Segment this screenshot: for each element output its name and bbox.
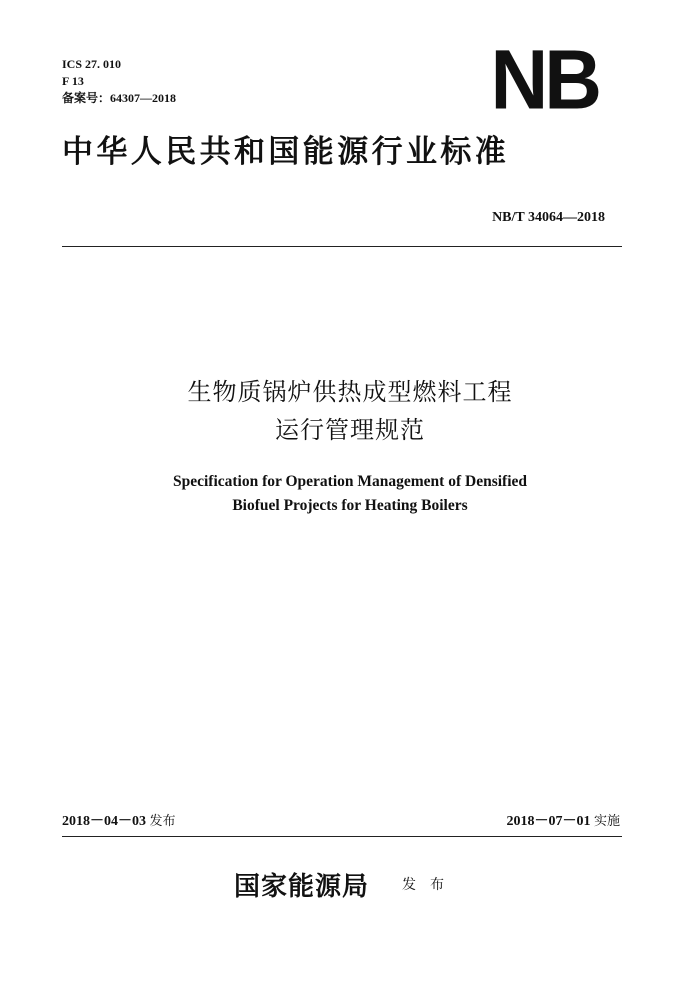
english-title-line-1: Specification for Operation Management of Densified (172, 473, 528, 490)
ccs-code: F 13 (62, 74, 84, 88)
chinese-title-line-2: 运行管理规范 (275, 416, 425, 444)
issue-label: 发布 (149, 814, 176, 829)
chinese-title-line-1: 生物质锅炉供热成型燃料工程 (187, 378, 513, 406)
classification-block (62, 56, 176, 107)
implement-date-block (506, 810, 620, 830)
national-standard-title: 中华人民共和国能源行业标准 (62, 134, 510, 170)
standard-number: NB/T 34064—2018 (492, 210, 605, 225)
footer-divider (62, 836, 622, 837)
issuer-issue-label: 发布 (402, 877, 458, 893)
header-divider (62, 246, 622, 247)
nb-logo: NB (490, 32, 598, 127)
record-number: 备案号：64307—2018 (62, 91, 177, 105)
issue-date: 2018－04－03 (62, 814, 146, 829)
implement-date: 2018－07－01 (506, 814, 591, 829)
english-title-line-2: Biofuel Projects for Heating Boilers (232, 497, 468, 514)
issuing-authority: 国家能源局 (234, 872, 370, 902)
issue-date-block (62, 810, 176, 830)
implement-label: 实施 (593, 814, 620, 829)
ics-code: ICS 27. 010 (62, 57, 122, 71)
